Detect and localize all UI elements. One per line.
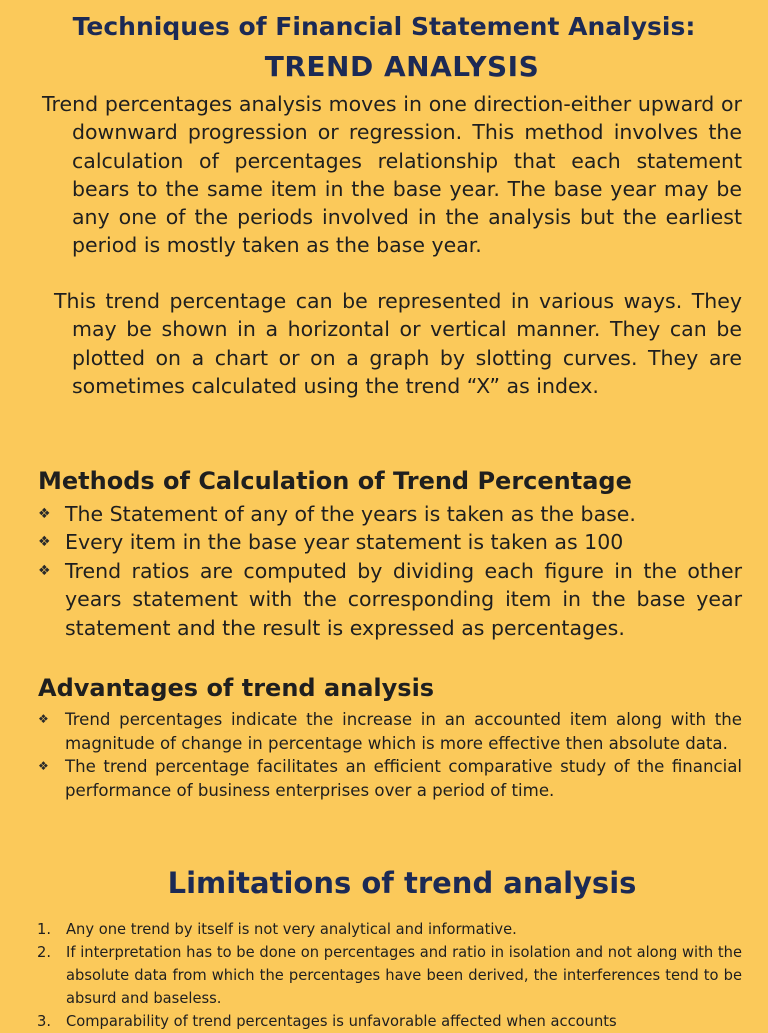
list-item-text: If interpretation has to be done on percentages and ratio in isolation and not along with the absolute data from which the percentages have been derived, the interferences tend to be absurd and baseless. xyxy=(66,944,742,1007)
list-item-number: 3. xyxy=(37,1013,52,1030)
document-subtitle: TREND ANALYSIS xyxy=(264,50,540,83)
list-item-text: Every item in the base year statement is taken as 100 xyxy=(65,530,624,555)
list-item xyxy=(37,918,742,941)
diamond-bullet-icon: ❖ xyxy=(38,534,51,551)
list-item-text: Trend percentages indicate the increase in an accounted item along with the magnitude of change in percentage which is more effective then absolute data. xyxy=(65,710,742,753)
list-item-number: 1. xyxy=(37,921,52,938)
diamond-bullet-icon: ❖ xyxy=(38,712,49,726)
list-item xyxy=(38,755,742,802)
limitations-heading: Limitations of trend analysis xyxy=(167,866,637,900)
list-item xyxy=(38,557,742,642)
list-item xyxy=(38,500,742,528)
intro-paragraph-1: Trend percentages analysis moves in one direction-either upward or downward progression or regression. This method involves the calculation of percentages relationship that each statement bears to the same item in the base year. The base year may be any one of the periods involved in the analysis but the earliest period is mostly taken as the base year. xyxy=(42,92,742,258)
diamond-bullet-icon: ❖ xyxy=(38,506,51,522)
list-item xyxy=(37,1010,742,1033)
methods-heading: Methods of Calculation of Trend Percentage xyxy=(38,467,632,495)
intro-paragraph-2: This trend percentage can be represented in various ways. They may be shown in a horizontal or vertical manner. They can be plotted on a chart or on a graph by slotting curves. They are sometimes calculated using the trend “X” as index. xyxy=(54,289,742,398)
list-item-text: Trend ratios are computed by dividing each figure in the other years statement with the corresponding item in the base year statement and the result is expressed as percentages. xyxy=(65,558,742,640)
list-item-number: 2. xyxy=(37,944,52,961)
methods-list xyxy=(38,500,742,642)
limitations-list xyxy=(37,918,742,1033)
list-item-text: The trend percentage facilitates an efficient comparative study of the financial performance of business enterprises over a period of time. xyxy=(65,757,742,800)
diamond-bullet-icon: ❖ xyxy=(38,562,51,579)
list-item xyxy=(37,941,742,1010)
diamond-bullet-icon: ❖ xyxy=(38,759,49,773)
list-item xyxy=(38,708,742,755)
list-item xyxy=(38,528,742,556)
advantages-list xyxy=(38,708,742,802)
list-item-text: Comparability of trend percentages is unfavorable affected when accounts xyxy=(66,1013,617,1030)
list-item-text: The Statement of any of the years is taken as the base. xyxy=(65,502,636,526)
list-item-text: Any one trend by itself is not very analytical and informative. xyxy=(66,921,517,938)
advantages-heading: Advantages of trend analysis xyxy=(38,674,435,702)
document-title: Techniques of Financial Statement Analysis: xyxy=(72,12,696,41)
